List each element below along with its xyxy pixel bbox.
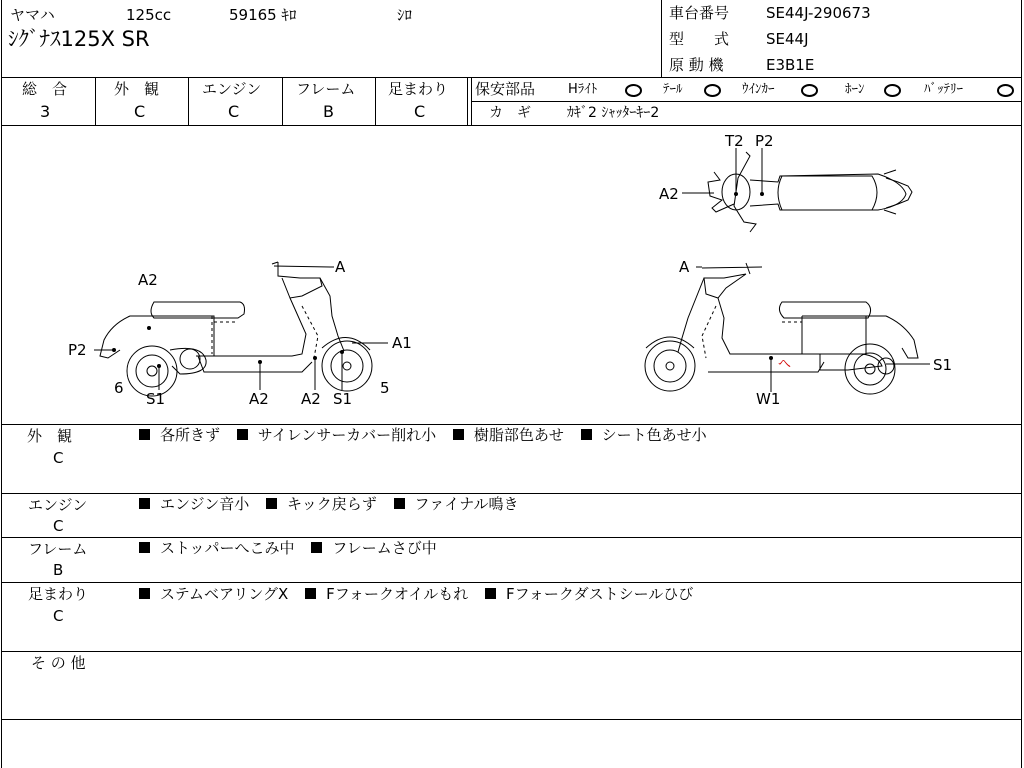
grade-divider (95, 77, 96, 125)
type-value: SE44J (766, 30, 809, 48)
bullet-icon (485, 588, 496, 599)
frame-number-label: 車台番号 (669, 4, 730, 22)
remark-suspension-grade: C (53, 607, 64, 625)
horn-ok-icon (884, 84, 901, 97)
bullet-icon (139, 542, 150, 553)
divider (2, 651, 1021, 652)
label-a2-left-bottom2: A2 (301, 390, 321, 408)
label-a2-left-bottom: A2 (249, 390, 269, 408)
scooter-top-view (708, 152, 912, 232)
remark-item: キック戻らず (287, 495, 377, 513)
remark-frame-items (139, 541, 437, 556)
exterior-label: 外 観 (114, 80, 160, 98)
scooter-right-side-view (645, 263, 918, 394)
dent-mark: へ (778, 357, 792, 372)
remark-item: エンジン音小 (160, 495, 250, 513)
remark-item: ステムベアリングX (160, 585, 289, 603)
battery-ok-icon (997, 84, 1014, 97)
remark-item: フレームさび中 (332, 539, 437, 557)
taillight-ok-icon (704, 84, 721, 97)
remark-exterior-items (139, 428, 707, 443)
label-a2-top: A2 (659, 185, 679, 203)
overall-value: 3 (40, 102, 51, 121)
taillight-label: ﾃｰﾙ (663, 82, 683, 97)
bullet-icon (237, 429, 248, 440)
label-a2-left-top: A2 (138, 271, 158, 289)
key-label: カ ギ (489, 105, 531, 121)
label-s1-right: S1 (933, 356, 953, 374)
suspension-value: C (414, 102, 426, 121)
remark-frame-grade: B (53, 561, 64, 579)
leader-lines (94, 148, 930, 392)
inspection-sheet (1, 0, 1022, 768)
grade-divider (282, 77, 283, 125)
engine-model-value: E3B1E (766, 56, 815, 74)
frame-label: フレーム (296, 80, 356, 98)
remark-item: シート色あせ小 (601, 426, 707, 444)
displacement: 125cc (126, 6, 172, 24)
bullet-icon (139, 498, 150, 509)
divider (2, 582, 1021, 583)
bullet-icon (581, 429, 592, 440)
bullet-icon (266, 498, 277, 509)
label-w1-right: W1 (756, 390, 781, 408)
remark-item: ファイナル鳴き (414, 495, 519, 513)
key-value: ｶｷﾞ2 ｼｬｯﾀｰｷｰ2 (567, 105, 660, 121)
bullet-icon (305, 588, 316, 599)
remark-item: サイレンサーカバー削れ小 (257, 426, 437, 444)
label-six: 6 (114, 379, 124, 397)
frame-number-value: SE44J-290673 (766, 4, 871, 22)
remark-other-label: そ の 他 (31, 654, 86, 672)
grade-divider (467, 77, 468, 125)
bullet-icon (453, 429, 464, 440)
mileage: 59165 ｷﾛ (229, 6, 297, 24)
divider (2, 719, 1021, 720)
divider (2, 77, 1021, 78)
label-s1-left: S1 (146, 390, 166, 408)
remark-suspension-label: 足まわり (28, 585, 89, 603)
remark-item: Fフォークダストシールひび (506, 585, 694, 603)
label-s1-left-bottom: S1 (333, 390, 353, 408)
header-divider (661, 0, 662, 77)
divider (2, 537, 1021, 538)
remark-engine-grade: C (53, 517, 64, 535)
headlight-ok-icon (625, 84, 642, 97)
engine-model-label: 原 動 機 (669, 56, 724, 74)
bullet-icon (139, 588, 150, 599)
remark-suspension-items (139, 587, 693, 602)
engine-label: エンジン (202, 80, 262, 98)
suspension-label: 足まわり (388, 80, 449, 98)
type-label: 型 式 (669, 30, 730, 48)
model-name: ｼｸﾞﾅｽ125X SR (8, 27, 150, 51)
remark-item: 各所きず (160, 426, 221, 444)
label-a-left: A (335, 258, 346, 276)
scooter-damage-diagram (2, 126, 1021, 424)
maker: ヤマハ (10, 6, 55, 24)
remark-exterior-label: 外 観 (27, 427, 73, 445)
remark-item: 樹脂部色あせ (473, 426, 564, 444)
label-t2-top: T2 (725, 132, 744, 150)
bullet-icon (394, 498, 405, 509)
divider (471, 101, 1021, 102)
overall-label: 総 合 (22, 80, 68, 98)
winker-ok-icon (801, 84, 818, 97)
bullet-icon (311, 542, 322, 553)
headlight-label: Hﾗｲﾄ (568, 82, 598, 97)
label-p2-left: P2 (68, 341, 87, 359)
battery-label: ﾊﾞｯﾃﾘｰ (924, 82, 963, 97)
label-a-right: A (679, 258, 690, 276)
remark-engine-items (139, 497, 518, 512)
grade-divider (375, 77, 376, 125)
remark-item: ストッパーへこみ中 (160, 539, 295, 557)
divider (2, 493, 1021, 494)
remark-item: Fフォークオイルもれ (326, 585, 469, 603)
remark-exterior-grade: C (53, 449, 64, 467)
color: ｼﾛ (397, 6, 413, 24)
safety-label: 保安部品 (475, 80, 536, 98)
engine-value: C (228, 102, 240, 121)
divider (2, 424, 1021, 425)
remark-frame-label: フレーム (28, 540, 88, 558)
label-a1-left: A1 (392, 334, 412, 352)
remark-engine-label: エンジン (28, 496, 88, 514)
winker-label: ｳｲﾝｶｰ (742, 82, 775, 97)
label-p2-top: P2 (755, 132, 774, 150)
label-five: 5 (380, 379, 390, 397)
bullet-icon (139, 429, 150, 440)
grade-divider (188, 77, 189, 125)
horn-label: ﾎｰﾝ (845, 82, 865, 97)
frame-value: B (323, 102, 334, 121)
exterior-value: C (134, 102, 146, 121)
